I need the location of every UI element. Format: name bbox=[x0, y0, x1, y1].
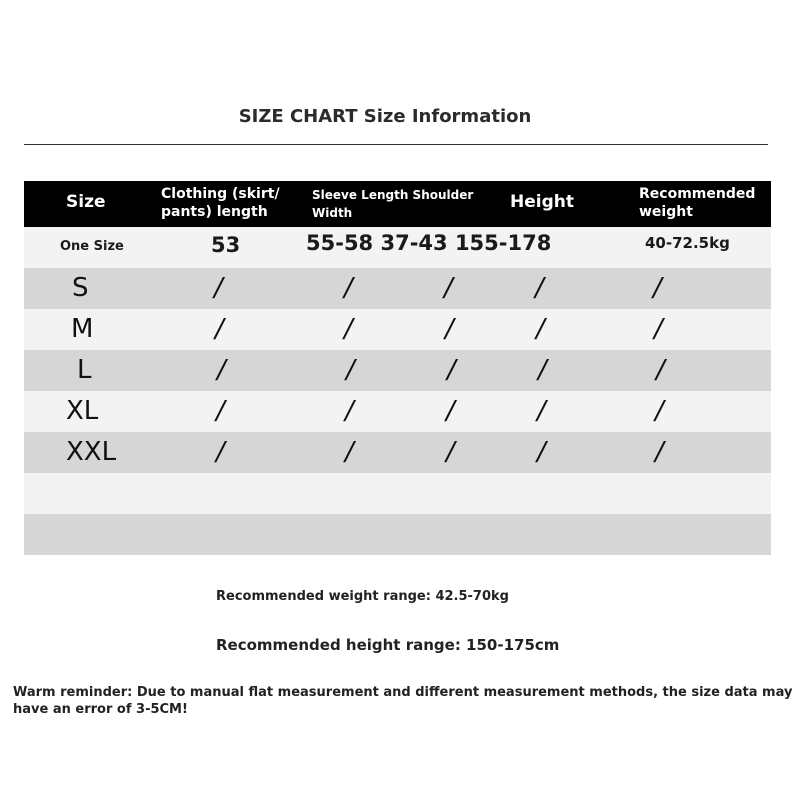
table-row bbox=[24, 432, 771, 473]
table-row bbox=[24, 268, 771, 309]
warm-reminder-note: Warm reminder: Due to manual flat measurement and different measurement methods, the size data may have an error of 3-5CM! bbox=[13, 685, 793, 717]
cell-value: / bbox=[536, 314, 545, 344]
table-row bbox=[24, 391, 771, 432]
height-range-note: Recommended height range: 150-175cm bbox=[216, 636, 560, 654]
table-row-one-size bbox=[24, 227, 771, 268]
cell-value: / bbox=[656, 355, 665, 385]
table-header bbox=[24, 181, 771, 227]
cell-value: / bbox=[655, 396, 664, 426]
cell-clothing-length: 53 bbox=[211, 233, 241, 257]
cell-value: / bbox=[538, 355, 547, 385]
cell-value: / bbox=[215, 314, 224, 344]
header-size: Size bbox=[66, 192, 106, 212]
cell-value: / bbox=[653, 273, 662, 303]
cell-value: / bbox=[344, 273, 353, 303]
cell-size: M bbox=[71, 314, 94, 344]
cell-value: / bbox=[214, 273, 223, 303]
header-clothing-length: Clothing (skirt/ pants) length bbox=[161, 186, 280, 220]
table-row-empty bbox=[24, 473, 771, 514]
cell-value: / bbox=[655, 437, 664, 467]
cell-value: / bbox=[446, 437, 455, 467]
cell-value: / bbox=[216, 396, 225, 426]
cell-value: / bbox=[447, 355, 456, 385]
cell-value: / bbox=[217, 355, 226, 385]
header-height: Height bbox=[510, 192, 574, 212]
cell-value: / bbox=[654, 314, 663, 344]
cell-value: / bbox=[216, 437, 225, 467]
size-table bbox=[24, 181, 771, 555]
header-recommended-weight: Recommended weight bbox=[639, 186, 756, 220]
page-title: SIZE CHART Size Information bbox=[238, 106, 532, 127]
cell-value: / bbox=[346, 355, 355, 385]
cell-sleeve-shoulder-height: 55-58 37-43 155-178 bbox=[306, 231, 552, 255]
cell-size: L bbox=[77, 355, 92, 385]
header-sleeve-shoulder: Sleeve Length Shoulder Width bbox=[312, 188, 474, 220]
weight-range-note: Recommended weight range: 42.5-70kg bbox=[216, 589, 509, 604]
cell-size: XL bbox=[66, 396, 99, 426]
table-row-empty bbox=[24, 514, 771, 555]
cell-value: / bbox=[537, 437, 546, 467]
cell-size: One Size bbox=[60, 239, 124, 254]
cell-value: / bbox=[535, 273, 544, 303]
table-row bbox=[24, 350, 771, 391]
title-divider bbox=[24, 144, 768, 145]
table-row bbox=[24, 309, 771, 350]
cell-value: / bbox=[345, 437, 354, 467]
cell-size: XXL bbox=[66, 437, 117, 467]
cell-value: / bbox=[445, 314, 454, 344]
cell-recommended-weight: 40-72.5kg bbox=[645, 234, 730, 252]
cell-value: / bbox=[345, 396, 354, 426]
cell-value: / bbox=[344, 314, 353, 344]
cell-value: / bbox=[446, 396, 455, 426]
cell-size: S bbox=[72, 273, 89, 303]
cell-value: / bbox=[537, 396, 546, 426]
cell-value: / bbox=[444, 273, 453, 303]
